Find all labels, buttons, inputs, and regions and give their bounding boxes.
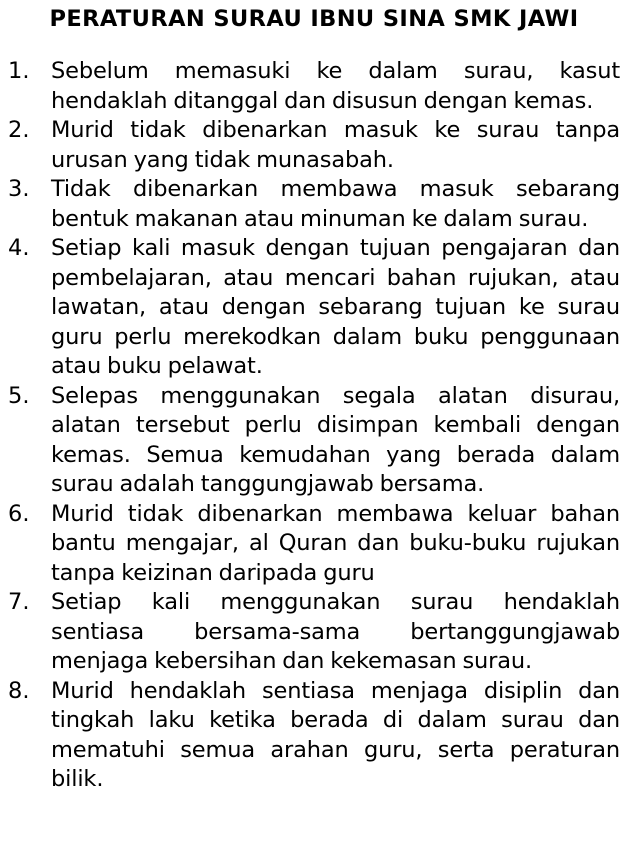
rule-text: Murid tidak dibenarkan masuk ke surau tanpa urusan yang tidak munasabah.	[51, 117, 620, 173]
rule-item-5	[8, 382, 620, 500]
rule-number: 4.	[8, 235, 30, 261]
rule-item-1	[8, 57, 620, 116]
rule-text: Selepas menggunakan segala alatan disurau, alatan tersebut perlu disimpan kembali dengan kemas. Semua kemudahan yang berada dalam surau adalah tanggungjawab bersama.	[51, 382, 620, 497]
rule-number: 2.	[8, 117, 30, 143]
rule-number: 8.	[8, 677, 30, 704]
rule-text: Setiap kali masuk dengan tujuan pengajaran dan pembelajaran, atau mencari bahan rujukan, atau lawatan, atau dengan sebarang tujuan ke surau guru perlu merekodkan dalam buku penggunaan atau buku pelawat.	[51, 235, 620, 379]
rule-item-4	[8, 234, 620, 382]
rule-text: Tidak dibenarkan membawa masuk sebarang bentuk makanan atau minuman ke dalam surau.	[51, 176, 620, 232]
rule-number: 5.	[8, 382, 30, 409]
rule-text: Murid tidak dibenarkan membawa keluar bahan bantu mengajar, al Quran dan buku-buku rujukan tanpa keizinan daripada guru	[51, 500, 620, 586]
page-title: PERATURAN SURAU IBNU SINA SMK JAWI	[49, 6, 579, 32]
rules-list	[8, 57, 620, 795]
rule-text: Murid hendaklah sentiasa menjaga disiplin dan tingkah laku ketika berada di dalam surau dan mematuhi semua arahan guru, serta peraturan bilik.	[51, 677, 620, 792]
rule-item-2	[8, 116, 620, 175]
rule-number: 7.	[8, 589, 30, 615]
rule-item-7	[8, 588, 620, 677]
rule-number: 3.	[8, 176, 30, 202]
rule-item-6	[8, 500, 620, 589]
rule-item-8	[8, 677, 620, 795]
rule-number: 6.	[8, 500, 30, 527]
rule-text: Setiap kali menggunakan surau hendaklah sentiasa bersama-sama bertanggungjawab menjaga kebersihan dan kekemasan surau.	[51, 589, 620, 674]
rule-item-3	[8, 175, 620, 234]
rule-number: 1.	[8, 58, 30, 84]
rule-text: Sebelum memasuki ke dalam surau, kasut hendaklah ditanggal dan disusun dengan kemas.	[51, 58, 620, 114]
